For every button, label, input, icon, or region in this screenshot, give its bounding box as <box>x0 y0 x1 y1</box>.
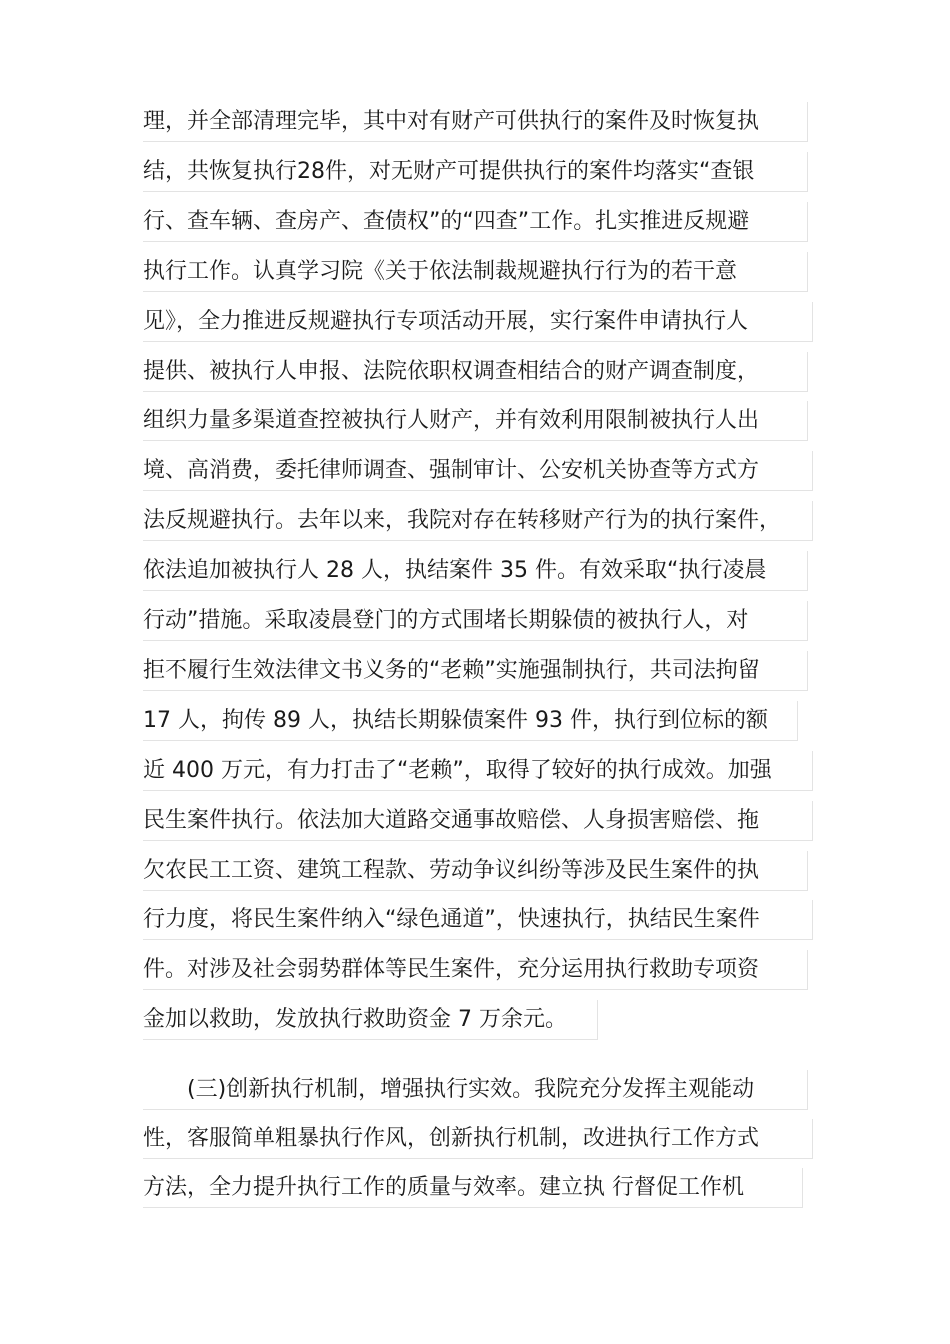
text-line: 结，共恢复执行28件，对无财产可提供执行的案件均落实“查银 <box>143 152 808 192</box>
text-line: 件。对涉及社会弱势群体等民生案件，充分运用执行救助专项资 <box>143 950 808 990</box>
text-line: 拒不履行生效法律文书义务的“老赖”实施强制执行，共司法拘留 <box>143 651 808 691</box>
text-line: 法反规避执行。去年以来，我院对存在转移财产行为的执行案件， <box>143 501 813 541</box>
text-line: 民生案件执行。依法加大道路交通事故赔偿、人身损害赔偿、拖 <box>143 801 813 841</box>
text-line: 近 400 万元，有力打击了“老赖”，取得了较好的执行成效。加强 <box>143 751 813 791</box>
text-line: 理，并全部清理完毕，其中对有财产可供执行的案件及时恢复执 <box>143 102 808 142</box>
text-line: 行力度，将民生案件纳入“绿色通道”，快速执行，执结民生案件 <box>143 900 813 940</box>
text-line: 欠农民工工资、建筑工程款、劳动争议纠纷等涉及民生案件的执 <box>143 851 808 891</box>
text-line: 性，客服简单粗暴执行作风，创新执行机制，改进执行工作方式 <box>143 1119 813 1159</box>
text-line: 提供、被执行人申报、法院依职权调查相结合的财产调查制度， <box>143 352 808 392</box>
text-line: 方法，全力提升执行工作的质量与效率。建立执 行督促工作机 <box>143 1168 803 1208</box>
text-line: 依法追加被执行人 28 人，执结案件 35 件。有效采取“执行凌晨 <box>143 551 808 591</box>
text-line: (三)创新执行机制，增强执行实效。我院充分发挥主观能动 <box>143 1070 808 1110</box>
text-line: 境、高消费，委托律师调查、强制审计、公安机关协查等方式方 <box>143 451 813 491</box>
text-line: 行动”措施。采取凌晨登门的方式围堵长期躲债的被执行人，对 <box>143 601 808 641</box>
text-line: 执行工作。认真学习院《关于依法制裁规避执行行为的若干意 <box>143 252 808 292</box>
text-line: 金加以救助，发放执行救助资金 7 万余元。 <box>143 1000 598 1040</box>
text-line: 行、查车辆、查房产、查债权”的“四查”工作。扎实推进反规避 <box>143 202 808 242</box>
text-line: 组织力量多渠道查控被执行人财产，并有效利用限制被执行人出 <box>143 401 808 441</box>
text-line: 17 人，拘传 89 人，执结长期躲债案件 93 件，执行到位标的额 <box>143 701 798 741</box>
text-line: 见》，全力推进反规避执行专项活动开展，实行案件申请执行人 <box>143 302 813 342</box>
